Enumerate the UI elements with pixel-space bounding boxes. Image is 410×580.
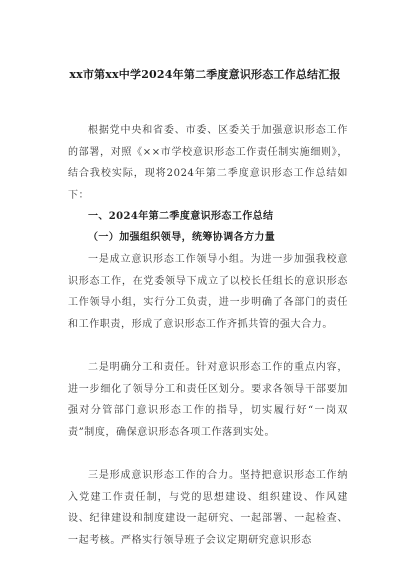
intro-paragraph — [68, 120, 348, 206]
paragraph-two — [68, 357, 348, 443]
section-heading: 一、2024年第二季度意识形态工作总结 — [88, 211, 274, 222]
paragraph-one-text: 一是成立意识形态工作领导小组。为进一步加强我校意识形态工作，在党委领导下成立了以校长任组长的意识形态工作领导小组，实行分工负责，进一步明确了各部门的责任和工作职责，形成了意识形态工作齐抓共管的强大合力。 — [68, 254, 348, 330]
paragraph-one — [68, 249, 348, 335]
paragraph-three-text: 三是形成意识形态工作的合力。坚持把意识形态工作纳入党建工作责任制，与党的思想建设、组织建设、作风建设、纪律建设和制度建设一起研究、一起部署、一起检查、一起考核。严格实行领导班子会议定期研究意识形态 — [68, 470, 348, 546]
intro-text: 根据党中央和省委、市委、区委关于加强意识形态工作的部署，对照《××市学校意识形态工作责任制实施细则》，结合我校实际，现将2024年第二季度意识形态工作总结如下： — [68, 125, 348, 201]
paragraph-two-text: 二是明确分工和责任。针对意识形态工作的重点内容，进一步细化了领导分工和责任区划分。要求各领导干部要加强对分管部门意识形态工作的指导，切实履行好“一岗双责”制度，确保意识形态各项工作落到实处。 — [68, 362, 348, 438]
paragraph-three — [68, 465, 348, 551]
document-title: xx市第xx中学2024年第二季度意识形态工作总结汇报 — [69, 68, 341, 81]
subsection-heading: （一）加强组织领导，统筹协调各方力量 — [88, 232, 276, 243]
